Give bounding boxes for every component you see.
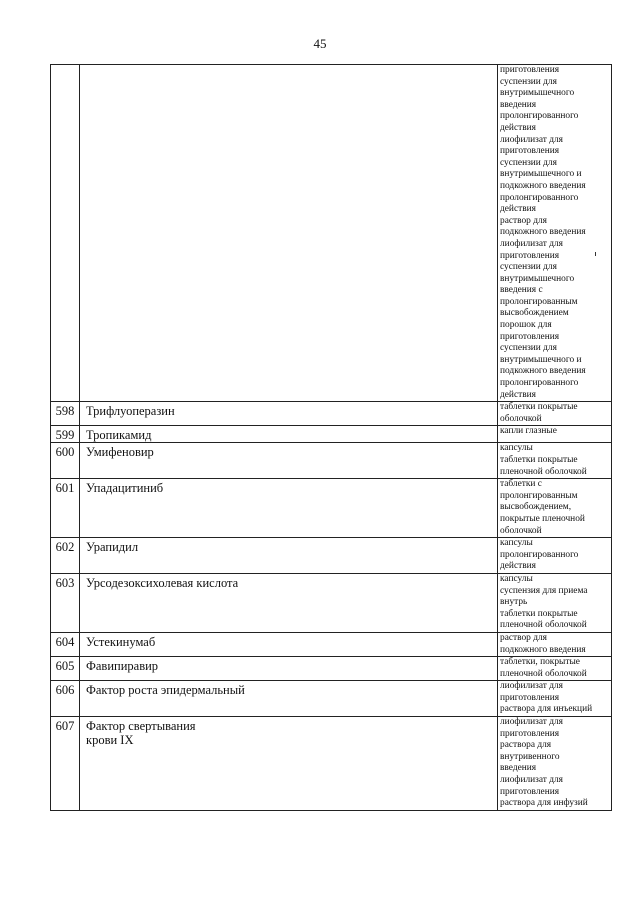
- dosage-form-line: пролонгированным: [500, 296, 578, 307]
- dosage-form-line: высвобождением: [500, 308, 569, 319]
- dosage-form-line: лиофилизат для: [500, 775, 563, 786]
- dosage-forms: [498, 538, 612, 574]
- table-row: [51, 402, 612, 426]
- dosage-form-line: приготовления: [500, 146, 560, 157]
- dosage-form-line: оболочкой: [500, 413, 542, 424]
- dosage-form-line: подкожного введения: [500, 366, 586, 377]
- table-row: [51, 538, 612, 574]
- drug-name-line: Умифеновир: [86, 445, 154, 460]
- dosage-form-line: действия: [500, 561, 536, 572]
- table-row: [51, 632, 612, 656]
- dosage-form-line: порошок для: [500, 320, 552, 331]
- dosage-form-line: подкожного введения: [500, 644, 586, 655]
- dosage-form-line: внутримышечного и: [500, 354, 582, 365]
- row-number: 598: [51, 402, 80, 426]
- dosage-forms: [498, 479, 612, 538]
- drug-name: [80, 443, 498, 479]
- dosage-form-line: раствора для инфузий: [500, 798, 588, 809]
- dosage-form-line: действия: [500, 204, 536, 215]
- dosage-form-line: внутримышечного: [500, 273, 575, 284]
- dosage-form-line: внутрь: [500, 597, 528, 608]
- dosage-forms: [498, 657, 612, 681]
- drug-name: [80, 632, 498, 656]
- dosage-form-line: приготовления: [500, 786, 560, 797]
- table-row: [51, 479, 612, 538]
- dosage-form-line: таблетки с: [500, 479, 542, 490]
- dosage-form-line: таблетки покрытые: [500, 608, 578, 619]
- table-row: [51, 573, 612, 632]
- dosage-form-line: капсулы: [500, 538, 533, 549]
- drug-name-line: Урсодезоксихолевая кислота: [86, 575, 239, 590]
- dosage-form-line: пролонгированного: [500, 378, 579, 389]
- dosage-form-line: приготовления: [500, 65, 560, 75]
- dosage-form-line: лиофилизат для: [500, 681, 563, 692]
- dosage-form-line: раствор для: [500, 215, 547, 226]
- drug-name: [80, 426, 498, 443]
- dosage-form-line: высвобождением,: [500, 502, 572, 513]
- drug-name-line: крови IX: [86, 733, 134, 748]
- table-row: [51, 65, 612, 402]
- table-row: [51, 717, 612, 811]
- dosage-form-line: внутривенного: [500, 751, 560, 762]
- drug-name-line: Упадацитиниб: [86, 481, 164, 496]
- dosage-form-line: капли глазные: [500, 426, 557, 437]
- dosage-form-line: приготовления: [500, 728, 560, 739]
- drug-name: [80, 402, 498, 426]
- dosage-form-line: суспензии для: [500, 157, 557, 168]
- table-row: [51, 681, 612, 717]
- table-body: [51, 65, 612, 811]
- dosage-form-line: раствора для инъекций: [500, 704, 593, 715]
- dosage-form-line: оболочкой: [500, 525, 542, 536]
- page-number: 45: [313, 36, 327, 51]
- dosage-form-line: действия: [500, 122, 536, 133]
- drug-name: [80, 681, 498, 717]
- drug-name: [80, 65, 498, 402]
- dosage-form-line: пролонгированного: [500, 549, 579, 560]
- drug-name-line: Урапидил: [86, 540, 139, 555]
- dosage-form-line: лиофилизат для: [500, 134, 563, 145]
- scan-mark: [595, 252, 596, 256]
- dosage-form-line: введения: [500, 763, 537, 774]
- dosage-form-line: пролонгированным: [500, 490, 578, 501]
- dosage-form-line: подкожного введения: [500, 180, 586, 191]
- dosage-form-line: введения с: [500, 285, 543, 296]
- row-number: 604: [51, 632, 80, 656]
- dosage-forms: [498, 443, 612, 479]
- dosage-forms: [498, 632, 612, 656]
- dosage-forms: [498, 573, 612, 632]
- dosage-form-line: таблетки покрытые: [500, 455, 578, 465]
- dosage-form-line: капсулы: [500, 443, 533, 454]
- table-row: [51, 657, 612, 681]
- row-number: 607: [51, 717, 80, 811]
- drug-name: [80, 717, 498, 811]
- dosage-form-line: лиофилизат для: [500, 238, 563, 249]
- drug-name: [80, 479, 498, 538]
- dosage-forms: [498, 426, 612, 443]
- dosage-form-line: покрытые пленочной: [500, 513, 585, 524]
- row-number: 600: [51, 443, 80, 479]
- row-number: 599: [51, 426, 80, 443]
- dosage-form-line: суспензия для приема: [500, 585, 588, 596]
- dosage-form-line: пролонгированного: [500, 192, 579, 203]
- dosage-form-line: пролонгированного: [500, 111, 579, 122]
- dosage-form-line: таблетки, покрытые: [500, 657, 580, 668]
- dosage-form-line: пленочной оболочкой: [500, 466, 587, 477]
- row-number: 603: [51, 573, 80, 632]
- dosage-form-line: суспензии для: [500, 262, 557, 273]
- drug-name-line: Устекинумаб: [86, 634, 156, 649]
- dosage-form-line: пленочной оболочкой: [500, 620, 587, 631]
- dosage-form-line: подкожного введения: [500, 227, 586, 238]
- dosage-form-line: капсулы: [500, 573, 533, 584]
- drug-name-line: Фактор роста эпидермальный: [86, 683, 245, 698]
- dosage-form-line: пленочной оболочкой: [500, 668, 587, 679]
- drug-name-line: Трифлуоперазин: [86, 404, 175, 419]
- row-number: 601: [51, 479, 80, 538]
- dosage-form-line: раствор для: [500, 632, 547, 643]
- drug-table: [50, 64, 612, 811]
- dosage-form-line: таблетки покрытые: [500, 402, 578, 413]
- drug-name: [80, 657, 498, 681]
- dosage-form-line: суспензии для: [500, 343, 557, 354]
- dosage-form-line: внутримышечного и: [500, 169, 582, 180]
- drug-name: [80, 573, 498, 632]
- row-number: 602: [51, 538, 80, 574]
- dosage-form-line: суспензии для: [500, 76, 557, 87]
- drug-name-line: Тропикамид: [86, 428, 152, 443]
- table-row: [51, 443, 612, 479]
- table-row: [51, 426, 612, 443]
- dosage-forms: [498, 65, 612, 402]
- dosage-form-line: внутримышечного: [500, 88, 575, 99]
- dosage-form-line: введения: [500, 99, 537, 110]
- row-number: 606: [51, 681, 80, 717]
- row-number: [51, 65, 80, 402]
- dosage-form-line: приготовления: [500, 692, 560, 703]
- dosage-form-line: действия: [500, 389, 536, 400]
- dosage-form-line: приготовления: [500, 331, 560, 342]
- dosage-form-line: раствора для: [500, 740, 552, 751]
- dosage-form-line: приготовления: [500, 250, 560, 261]
- drug-name-line: Фавипиравир: [86, 659, 159, 674]
- dosage-form-line: лиофилизат для: [500, 717, 563, 728]
- drug-name: [80, 538, 498, 574]
- drug-name-line: Фактор свертывания: [86, 719, 196, 734]
- dosage-forms: [498, 681, 612, 717]
- dosage-forms: [498, 717, 612, 811]
- row-number: 605: [51, 657, 80, 681]
- dosage-forms: [498, 402, 612, 426]
